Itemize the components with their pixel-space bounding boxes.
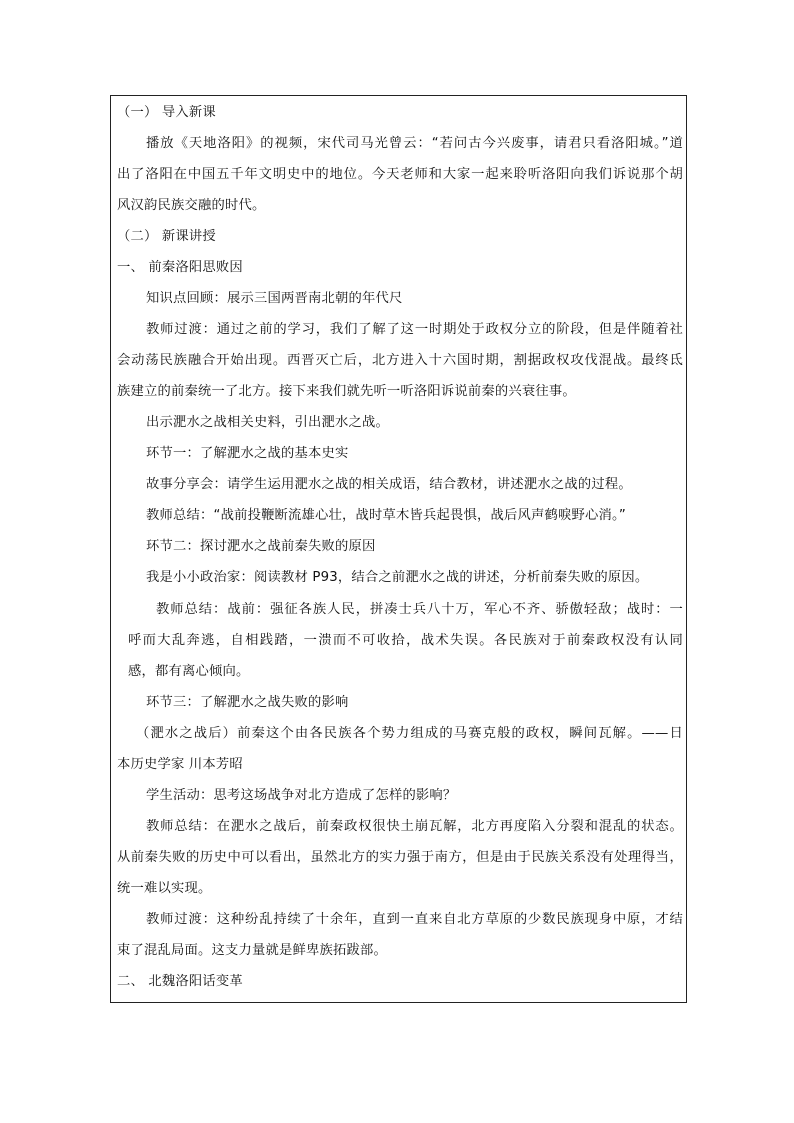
paragraph-line: 教师过渡：这种纷乱持续了十余年，直到一直来自北方草原的少数民族现身中原，才结 bbox=[146, 912, 683, 927]
paragraph-line: 环节三：了解淝水之战失败的影响 bbox=[146, 695, 349, 710]
paragraph-line: 环节一：了解淝水之战的基本史实 bbox=[146, 446, 349, 461]
section-heading-lecture: （二） 新课讲授 bbox=[117, 229, 216, 244]
section-heading-intro: （一） 导入新课 bbox=[117, 105, 216, 120]
paragraph-line: 感，都有离心倾向。 bbox=[128, 664, 250, 679]
paragraph-line: 会动荡民族融合开始出现。西晋灭亡后，北方进入十六国时期，割据政权攻伐混战。最终氐 bbox=[117, 353, 683, 368]
subsection-heading-qianqin: 一、 前秦洛阳思败因 bbox=[117, 260, 243, 275]
paragraph-line: 呼而大乱奔逃，自相践踏，一溃而不可收拾，战术失误。各民族对于前秦政权没有认同 bbox=[128, 633, 683, 648]
paragraph-line: 教师总结：战前：强征各族人民，拼凑士兵八十万，军心不齐、骄傲轻敌；战时：一 bbox=[156, 602, 683, 617]
paragraph-line: 知识点回顾：展示三国两晋南北朝的年代尺 bbox=[146, 291, 403, 306]
paragraph-line: 我是小小政治家：阅读教材 P93，结合之前淝水之战的讲述，分析前秦失败的原因。 bbox=[146, 570, 649, 585]
quote-line: （淝水之战后）前秦这个由各民族各个势力组成的马赛克般的政权，瞬间瓦解。——日 bbox=[136, 726, 683, 741]
paragraph-line: 环节二：探讨淝水之战前秦失败的原因 bbox=[146, 539, 376, 554]
paragraph-line: 学生活动：思考这场战争对北方造成了怎样的影响？ bbox=[146, 788, 457, 803]
paragraph-line: 故事分享会：请学生运用淝水之战的相关成语，结合教材，讲述淝水之战的过程。 bbox=[146, 477, 632, 492]
paragraph-line: 出了洛阳在中国五千年文明史中的地位。今天老师和大家一起来聆听洛阳向我们诉说那个胡 bbox=[117, 167, 683, 182]
paragraph-line: 教师总结：在淝水之战后，前秦政权很快土崩瓦解，北方再度陷入分裂和混乱的状态。 bbox=[146, 819, 683, 834]
paragraph-line: 统一难以实现。 bbox=[117, 881, 212, 896]
quote-attribution: 本历史学家 川本芳昭 bbox=[117, 757, 243, 772]
paragraph-line: 教师过渡：通过之前的学习，我们了解了这一时期处于政权分立的阶段，但是伴随着社 bbox=[146, 322, 683, 337]
paragraph-line: 播放《天地洛阳》的视频，宋代司马光曾云：“若问古今兴废事，请君只看洛阳城。”道 bbox=[146, 136, 683, 151]
paragraph-line: 从前秦失败的历史中可以看出，虽然北方的实力强于南方，但是由于民族关系没有处理得当， bbox=[117, 850, 683, 865]
paragraph-line: 束了混乱局面。这支力量就是鲜卑族拓跋部。 bbox=[117, 943, 387, 958]
paragraph-line: 风汉韵民族交融的时代。 bbox=[117, 198, 266, 213]
paragraph-line: 出示淝水之战相关史料，引出淝水之战。 bbox=[146, 415, 389, 430]
paragraph-line: 教师总结：“战前投鞭断流雄心壮，战时草木皆兵起畏惧，战后风声鹤唳野心消。” bbox=[146, 508, 626, 523]
subsection-heading-beiwei: 二、 北魏洛阳话变革 bbox=[117, 974, 243, 989]
paragraph-line: 族建立的前秦统一了北方。接下来我们就先听一听洛阳诉说前秦的兴衰往事。 bbox=[117, 384, 576, 399]
